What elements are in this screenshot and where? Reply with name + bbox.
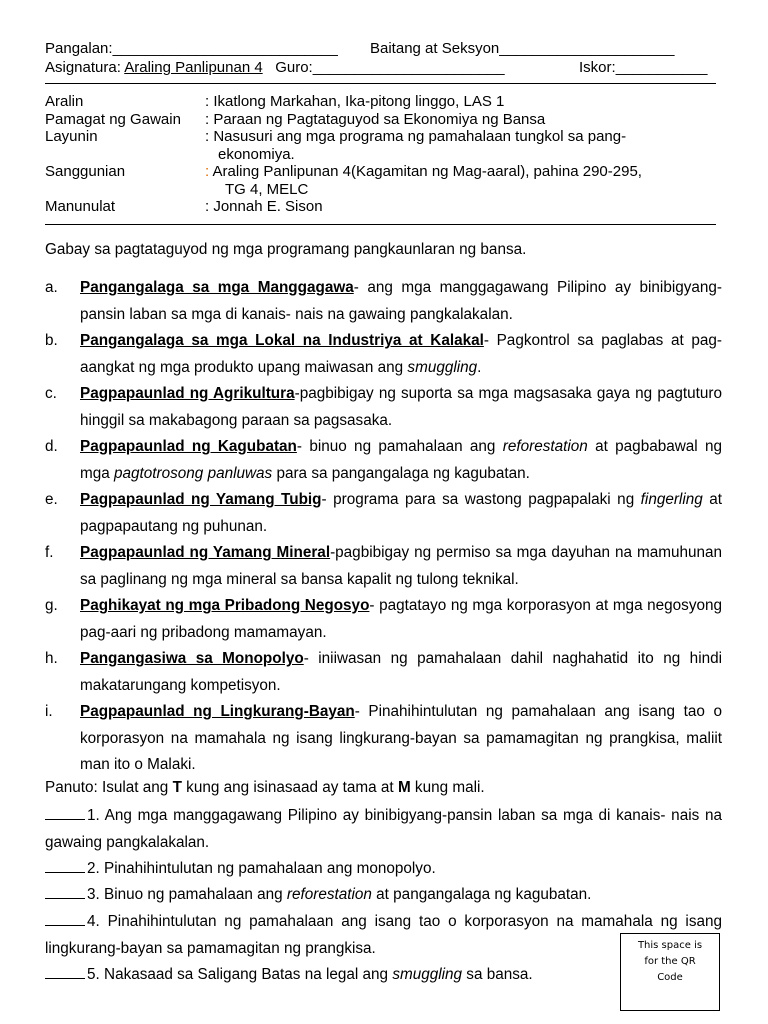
instructions	[45, 777, 485, 799]
item-body	[80, 699, 722, 779]
question-text: Nakasaad sa Saligang Batas na legal ang	[99, 966, 393, 983]
item-body	[80, 381, 722, 434]
answer-blank[interactable]	[45, 807, 85, 820]
item-title: Pagpapaunlad ng Kagubatan	[80, 438, 297, 455]
qr-text-line: This space is	[637, 940, 703, 951]
score-label: Iskor:	[579, 59, 616, 76]
instructions-text: Panuto: Isulat ang	[45, 779, 173, 796]
answer-blank[interactable]	[45, 886, 85, 899]
item-title: Pagpapaunlad ng Yamang Tubig	[80, 491, 322, 508]
info-sanggunian	[45, 163, 642, 181]
info-label: Sanggunian	[45, 163, 126, 180]
answer-blank[interactable]	[45, 966, 85, 979]
instructions-true-letter: T	[172, 779, 182, 796]
teacher-label: Guro:	[275, 59, 313, 76]
item-emphasis: reforestation	[502, 438, 588, 455]
info-layunin	[45, 128, 626, 146]
item-text: - ang mga manggagawang Pilipino ay binibigyang-pansin laban sa mga di kanais- nais na gawaing pangkalakalan.	[80, 279, 722, 323]
item-letter: a.	[45, 279, 58, 296]
list-item	[45, 275, 722, 328]
item-letter: h.	[45, 650, 58, 667]
info-label: Aralin	[45, 93, 84, 110]
item-text: -pagbibigay ng permiso sa mga dayuhan na mamuhunan sa paglinang ng mga mineral sa bansa kapalit ng tulong teknikal.	[80, 544, 722, 588]
item-text: - pagtatayo ng mga korporasyon at mga negosyong pag-aari ng pribadong mamamayan.	[80, 597, 722, 641]
item-letter: e.	[45, 491, 58, 508]
name-label: Pangalan:	[45, 40, 113, 57]
item-letter: c.	[45, 385, 57, 402]
list-item	[45, 593, 722, 646]
answer-blank[interactable]	[45, 860, 85, 873]
instructions-text-2: kung ang isinasaad ay tama at	[181, 779, 398, 796]
list-item	[45, 434, 722, 487]
score-blank: ___________	[615, 59, 708, 76]
info-sanggunian-cont: TG 4, MELC	[225, 181, 309, 198]
item-letter: b.	[45, 332, 58, 349]
item-title: Pagpapaunlad ng Agrikultura	[80, 385, 295, 402]
answer-blank[interactable]	[45, 913, 85, 926]
qr-text-line: for the QR	[644, 956, 696, 967]
question-number: 2.	[87, 860, 100, 877]
header-divider-top	[45, 83, 716, 84]
grade-label: Baitang at Seksyon	[370, 40, 500, 57]
item-text-end: .	[477, 358, 482, 376]
instructions-false-letter: M	[397, 779, 411, 796]
item-emphasis-2: pagtotrosong panluwas	[114, 464, 273, 482]
qr-text-line: Code	[657, 972, 683, 983]
intro-text: Gabay sa pagtataguyod ng mga programang pangkaunlaran ng bansa.	[45, 241, 527, 258]
item-body	[80, 275, 722, 328]
item-text: - Pinahihintulutan ng pamahalaan ang isang tao o korporasyon na mamahala ng isang lingkurang-bayan sa pamamagitan ng prangkisa, maliit man ito o Malaki.	[80, 703, 722, 773]
item-title: Pangangalaga sa mga Manggagawa	[80, 279, 354, 296]
item-letter: f.	[45, 544, 54, 561]
question-text: Ang mga manggagawang Pilipino ay binibigyang-pansin laban sa mga di kanais- nais na gawaing pangkalakalan.	[45, 807, 722, 851]
list-item	[45, 328, 722, 381]
instructions-text-3: kung mali.	[410, 779, 485, 796]
qr-code-placeholder	[620, 933, 720, 1011]
item-title: Pagpapaunlad ng Lingkurang-Bayan	[80, 703, 355, 720]
item-letter: g.	[45, 597, 58, 614]
name-row	[45, 40, 338, 58]
grade-row	[370, 40, 674, 58]
question-5	[45, 962, 605, 989]
grade-blank: _____________________	[499, 40, 675, 57]
list-item	[45, 540, 722, 593]
item-emphasis: smuggling	[407, 358, 478, 376]
item-text-mid: at pagbabawal ng mga	[80, 438, 723, 482]
question-text-end: at pangangalaga ng kagubatan.	[371, 886, 592, 903]
header-divider-bottom	[45, 224, 716, 225]
item-text: - iniiwasan ng pamahalaan dahil naghahatid ito ng hindi makatarungang kompetisyon.	[80, 650, 723, 694]
list-item	[45, 646, 722, 699]
item-body	[80, 434, 722, 487]
teacher-blank: _______________________	[312, 59, 505, 76]
list-item	[45, 487, 722, 540]
info-aralin	[45, 93, 504, 111]
question-emphasis: smuggling	[392, 966, 463, 983]
item-text: - programa para sa wastong pagpapalaki ng	[321, 491, 641, 508]
list-item	[45, 699, 722, 779]
item-title: Paghikayat ng mga Pribadong Negosyo	[80, 597, 370, 614]
info-label: Layunin	[45, 128, 98, 145]
item-text: -pagbibigay ng suporta sa mga magsasaka gaya ng pagtuturo hinggil sa makabagong paraan sa pagsasaka.	[80, 385, 722, 429]
item-letter: i.	[45, 703, 53, 720]
item-body	[80, 487, 722, 540]
item-title: Pangangalaga sa mga Lokal na Industriya at Kalakal	[80, 332, 484, 349]
subject-label: Asignatura:	[45, 59, 121, 76]
info-value: : Nasusuri ang mga programa ng pamahalaan tungkol sa pang-	[205, 128, 627, 145]
question-number: 3.	[87, 886, 100, 903]
item-text: - Pagkontrol sa paglabas at pag-aangkat ng mga produkto upang maiwasan ang	[80, 332, 722, 376]
info-label: Pamagat ng Gawain	[45, 111, 181, 128]
info-value: : Ikatlong Markahan, Ika-pitong linggo, LAS 1	[205, 93, 505, 110]
info-manunulat	[45, 198, 323, 216]
question-1	[45, 803, 722, 856]
question-2	[45, 856, 722, 883]
subject-value: Araling Panlipunan 4	[124, 59, 263, 76]
item-body	[80, 328, 722, 381]
question-number: 4.	[87, 913, 100, 930]
question-3	[45, 882, 722, 909]
name-blank: ___________________________	[112, 40, 338, 57]
question-number: 1.	[87, 807, 100, 824]
question-number: 5.	[87, 966, 100, 983]
item-text-end: at pagpapautang ng puhunan.	[80, 491, 722, 535]
item-body	[80, 540, 722, 593]
list-item	[45, 381, 722, 434]
info-value: : Paraan ng Pagtataguyod sa Ekonomiya ng Bansa	[205, 111, 546, 128]
score-row	[579, 59, 707, 77]
info-label: Manunulat	[45, 198, 116, 215]
info-value: Araling Panlipunan 4(Kagamitan ng Mag-aaral), pahina 290-295,	[209, 163, 642, 180]
item-body	[80, 593, 722, 646]
info-layunin-cont: ekonomiya.	[218, 146, 295, 163]
item-title: Pangangasiwa sa Monopolyo	[80, 650, 304, 667]
item-text: - binuo ng pamahalaan ang	[296, 438, 503, 455]
question-text-end: sa bansa.	[462, 966, 533, 983]
question-text: Pinahihintulutan ng pamahalaan ang isang tao o korporasyon na mamahala ng isang lingkurang-bayan sa pamamagitan ng prangkisa.	[45, 913, 722, 957]
info-colon: :	[205, 163, 210, 180]
question-text: Pinahihintulutan ng pamahalaan ang monopolyo.	[99, 860, 436, 877]
info-pamagat	[45, 111, 545, 129]
item-letter: d.	[45, 438, 58, 455]
item-title: Pagpapaunlad ng Yamang Mineral	[80, 544, 331, 561]
question-text: Binuo ng pamahalaan ang	[99, 886, 287, 903]
subject-row	[45, 59, 505, 77]
item-body	[80, 646, 722, 699]
info-value: : Jonnah E. Sison	[205, 198, 323, 215]
question-emphasis: reforestation	[286, 886, 372, 903]
item-text-end: para sa pangangalaga ng kagubatan.	[272, 464, 530, 482]
item-emphasis: fingerling	[640, 491, 703, 508]
